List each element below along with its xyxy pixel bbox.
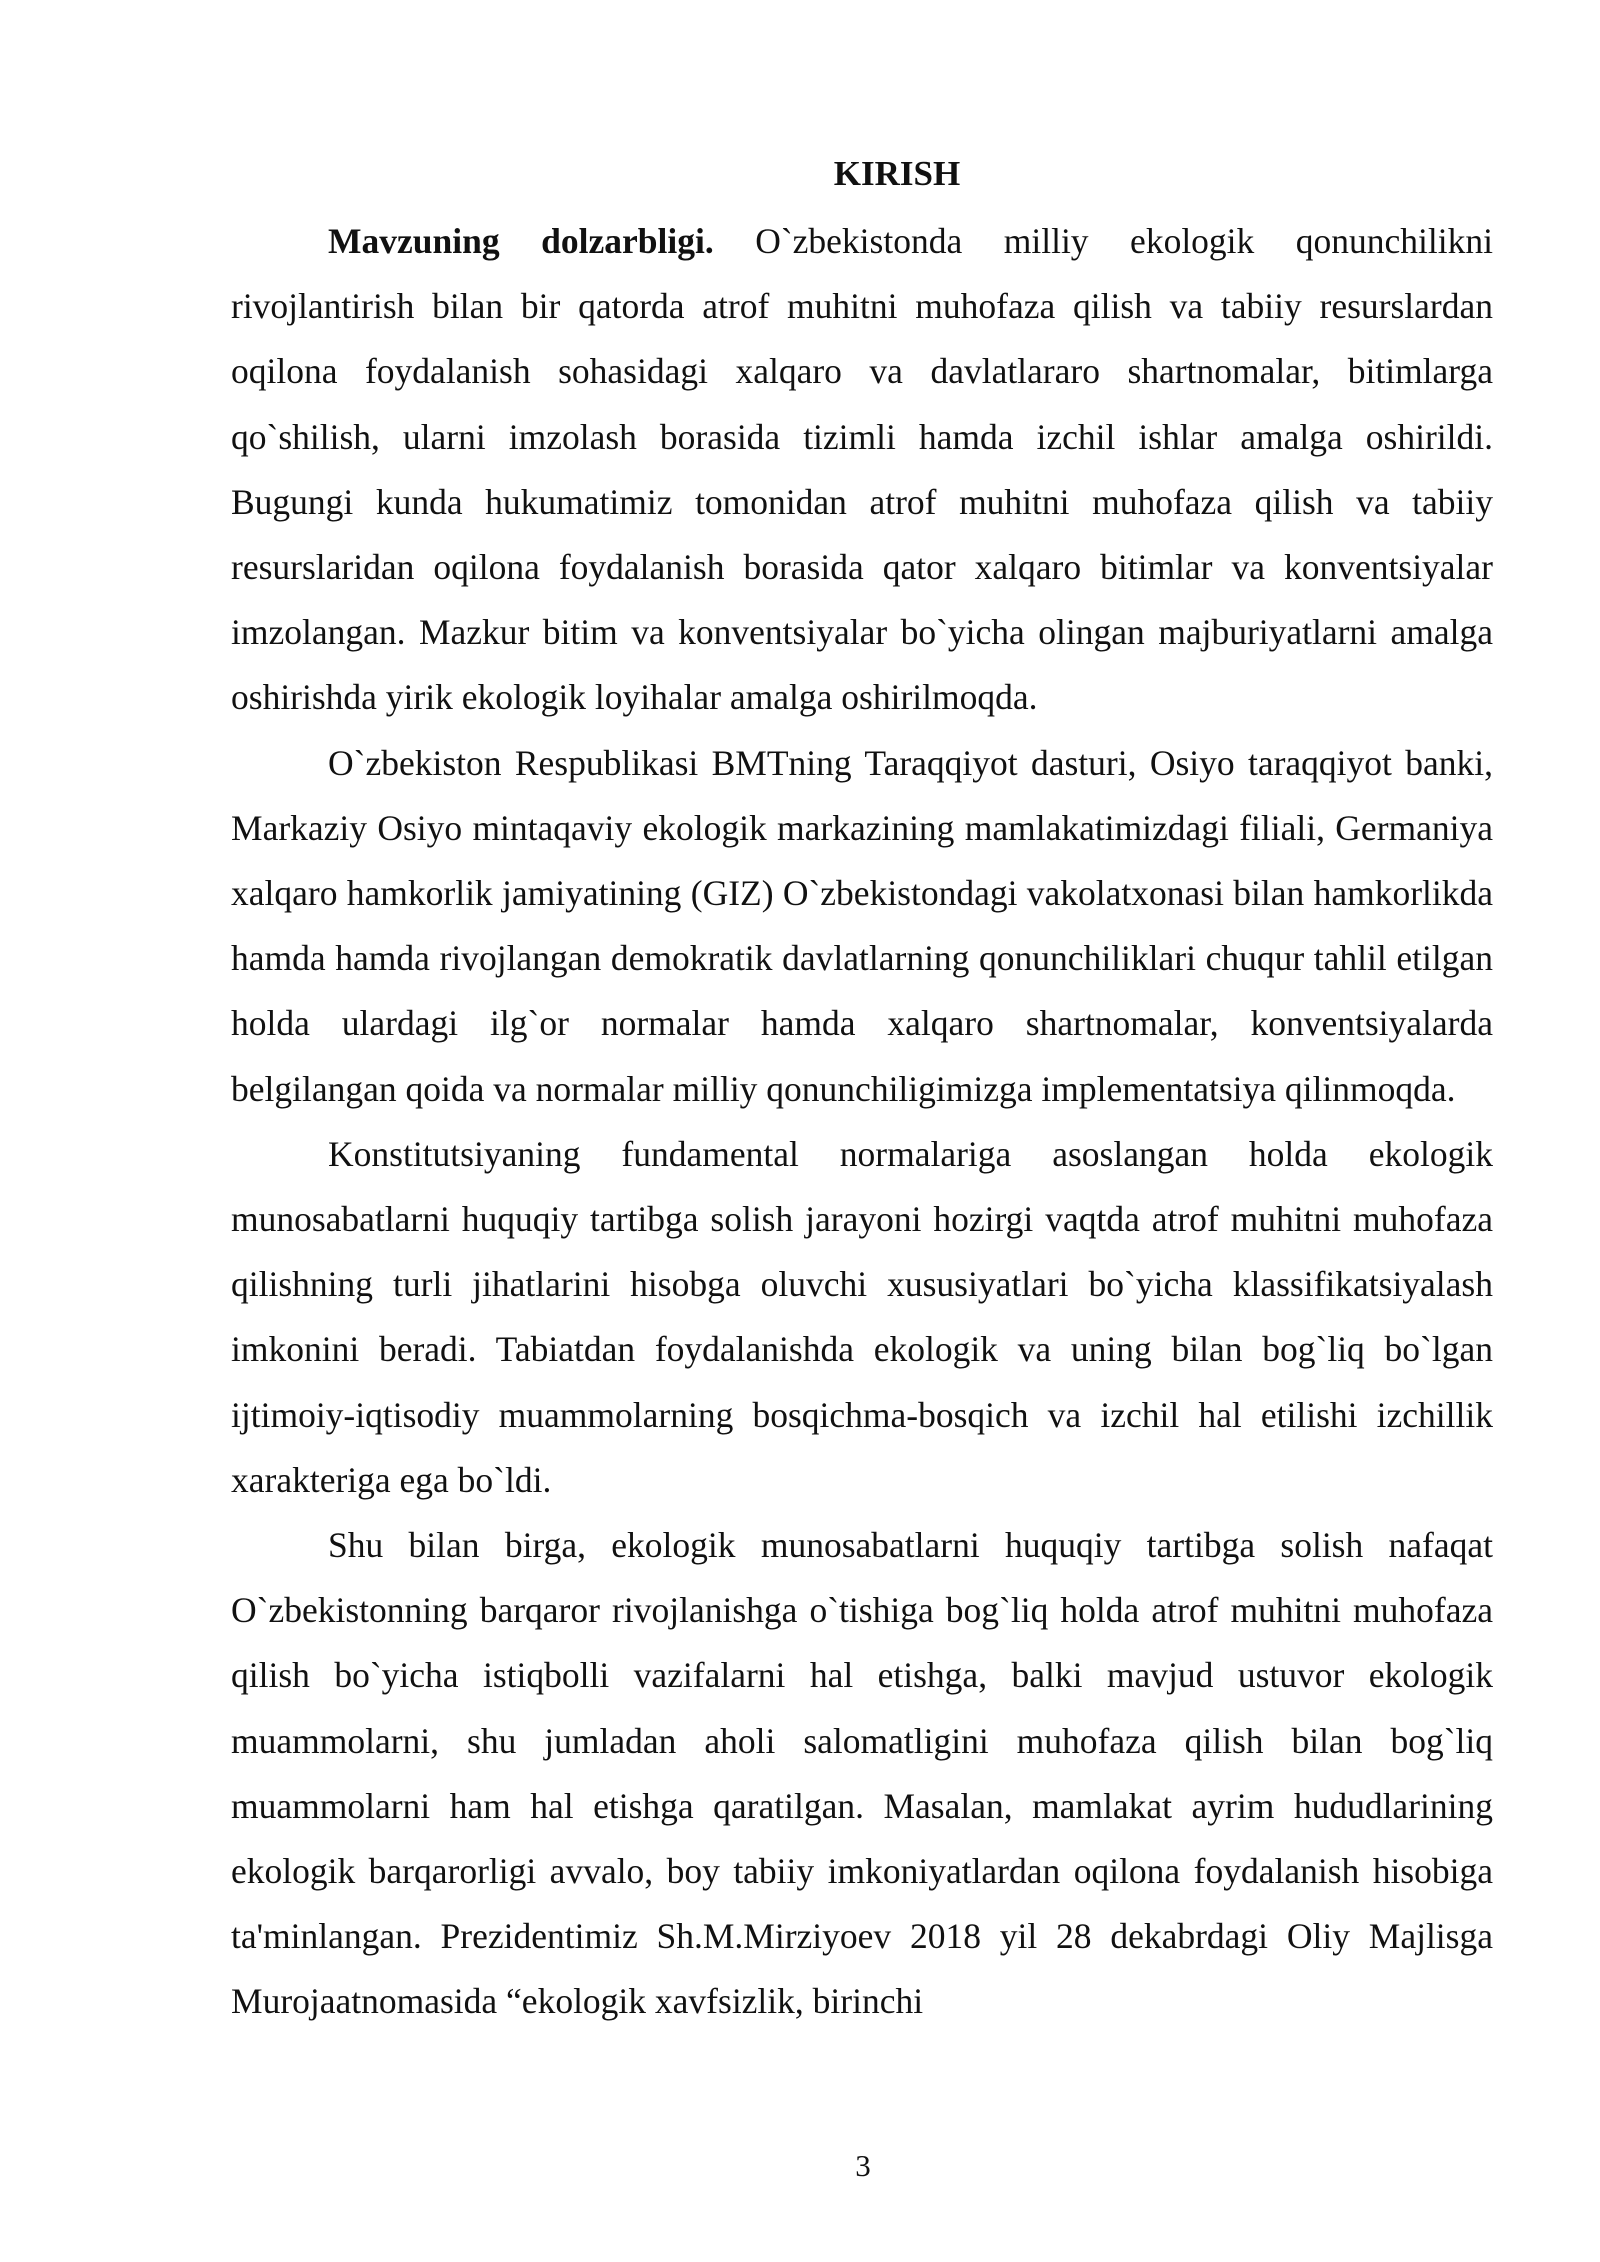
paragraph-text: O`zbekistonda milliy ekologik qonunchilikni rivojlantirish bilan bir qatorda atrof muhitni muhofaza qilish va tabiiy resurslardan oqilona foydalanish sohasidagi xalqaro va davlatlararo shartnomalar, bitimlarga qo`shilish, ularni imzolash borasida tizimli hamda izchil ishlar amalga oshirildi. Bugungi kunda hukumatimiz tomonidan atrof muhitni muhofaza qilish va tabiiy resurslaridan oqilona foydalanish borasida qator xalqaro bitimlar va konventsiyalar imzolangan. Mazkur bitim va konventsiyalar bo`yicha olingan majburiyatlarni amalga oshirishda yirik ekologik loyihalar amalga oshirilmoqda.: [231, 221, 1494, 718]
paragraph-relevance: [231, 209, 1493, 731]
page-heading: KIRISH: [833, 154, 961, 193]
document-body: [231, 209, 1493, 2035]
page-number: 3: [855, 2148, 871, 2183]
paragraph-partnerships: O`zbekiston Respublikasi BMTning Taraqqiyot dasturi, Osiyo taraqqiyot banki, Markaziy Osiyo mintaqaviy ekologik markazining mamlakatimizdagi filiali, Germaniya xalqaro hamkorlik jamiyatining (GIZ) O`zbekistondagi vakolatxonasi bilan hamkorlikda hamda hamda rivojlangan demokratik davlatlarning qonunchiliklari chuqur tahlil etilgan holda ulardagi ilg`or normalar hamda xalqaro shartnomalar, konventsiyalarda belgilangan qoida va normalar milliy qonunchiligimizga implementatsiya qilinmoqda.: [231, 742, 1493, 1109]
paragraph-sustainability: Shu bilan birga, ekologik munosabatlarni huquqiy tartibga solish nafaqat O`zbekistonning barqaror rivojlanishga o`tishiga bog`liq holda atrof muhitni muhofaza qilish bo`yicha istiqbolli vazifalarni hal etishga, balki mavjud ustuvor ekologik muammolarni, shu jumladan aholi salomatligini muhofaza qilish bilan bog`liq muammolarni ham hal etishga qaratilgan. Masalan, mamlakat ayrim hududlarining ekologik barqarorligi avvalo, boy tabiiy imkoniyatlardan oqilona foydalanish hisobiga ta'minlangan. Prezidentimiz Sh.M.Mirziyoev 2018 yil 28 dekabrdagi Oliy Majlisga Murojaatnomasida “ekologik xavfsizlik, birinchi: [231, 1525, 1493, 2022]
paragraph-constitution: Konstitutsiyaning fundamental normalariga asoslangan holda ekologik munosabatlarni huquqiy tartibga solish jarayoni hozirgi vaqtda atrof muhitni muhofaza qilishning turli jihatlarini hisobga oluvchi xususiyatlari bo`yicha klassifikatsiyalash imkonini beradi. Tabiatdan foydalanishda ekologik va uning bilan bog`liq bo`lgan ijtimoiy-iqtisodiy muammolarning bosqichma-bosqich va izchil hal etilishi izchillik xarakteriga ega bo`ldi.: [231, 1133, 1493, 1500]
paragraph-lead: Mavzuning dolzarbligi.: [328, 221, 714, 261]
